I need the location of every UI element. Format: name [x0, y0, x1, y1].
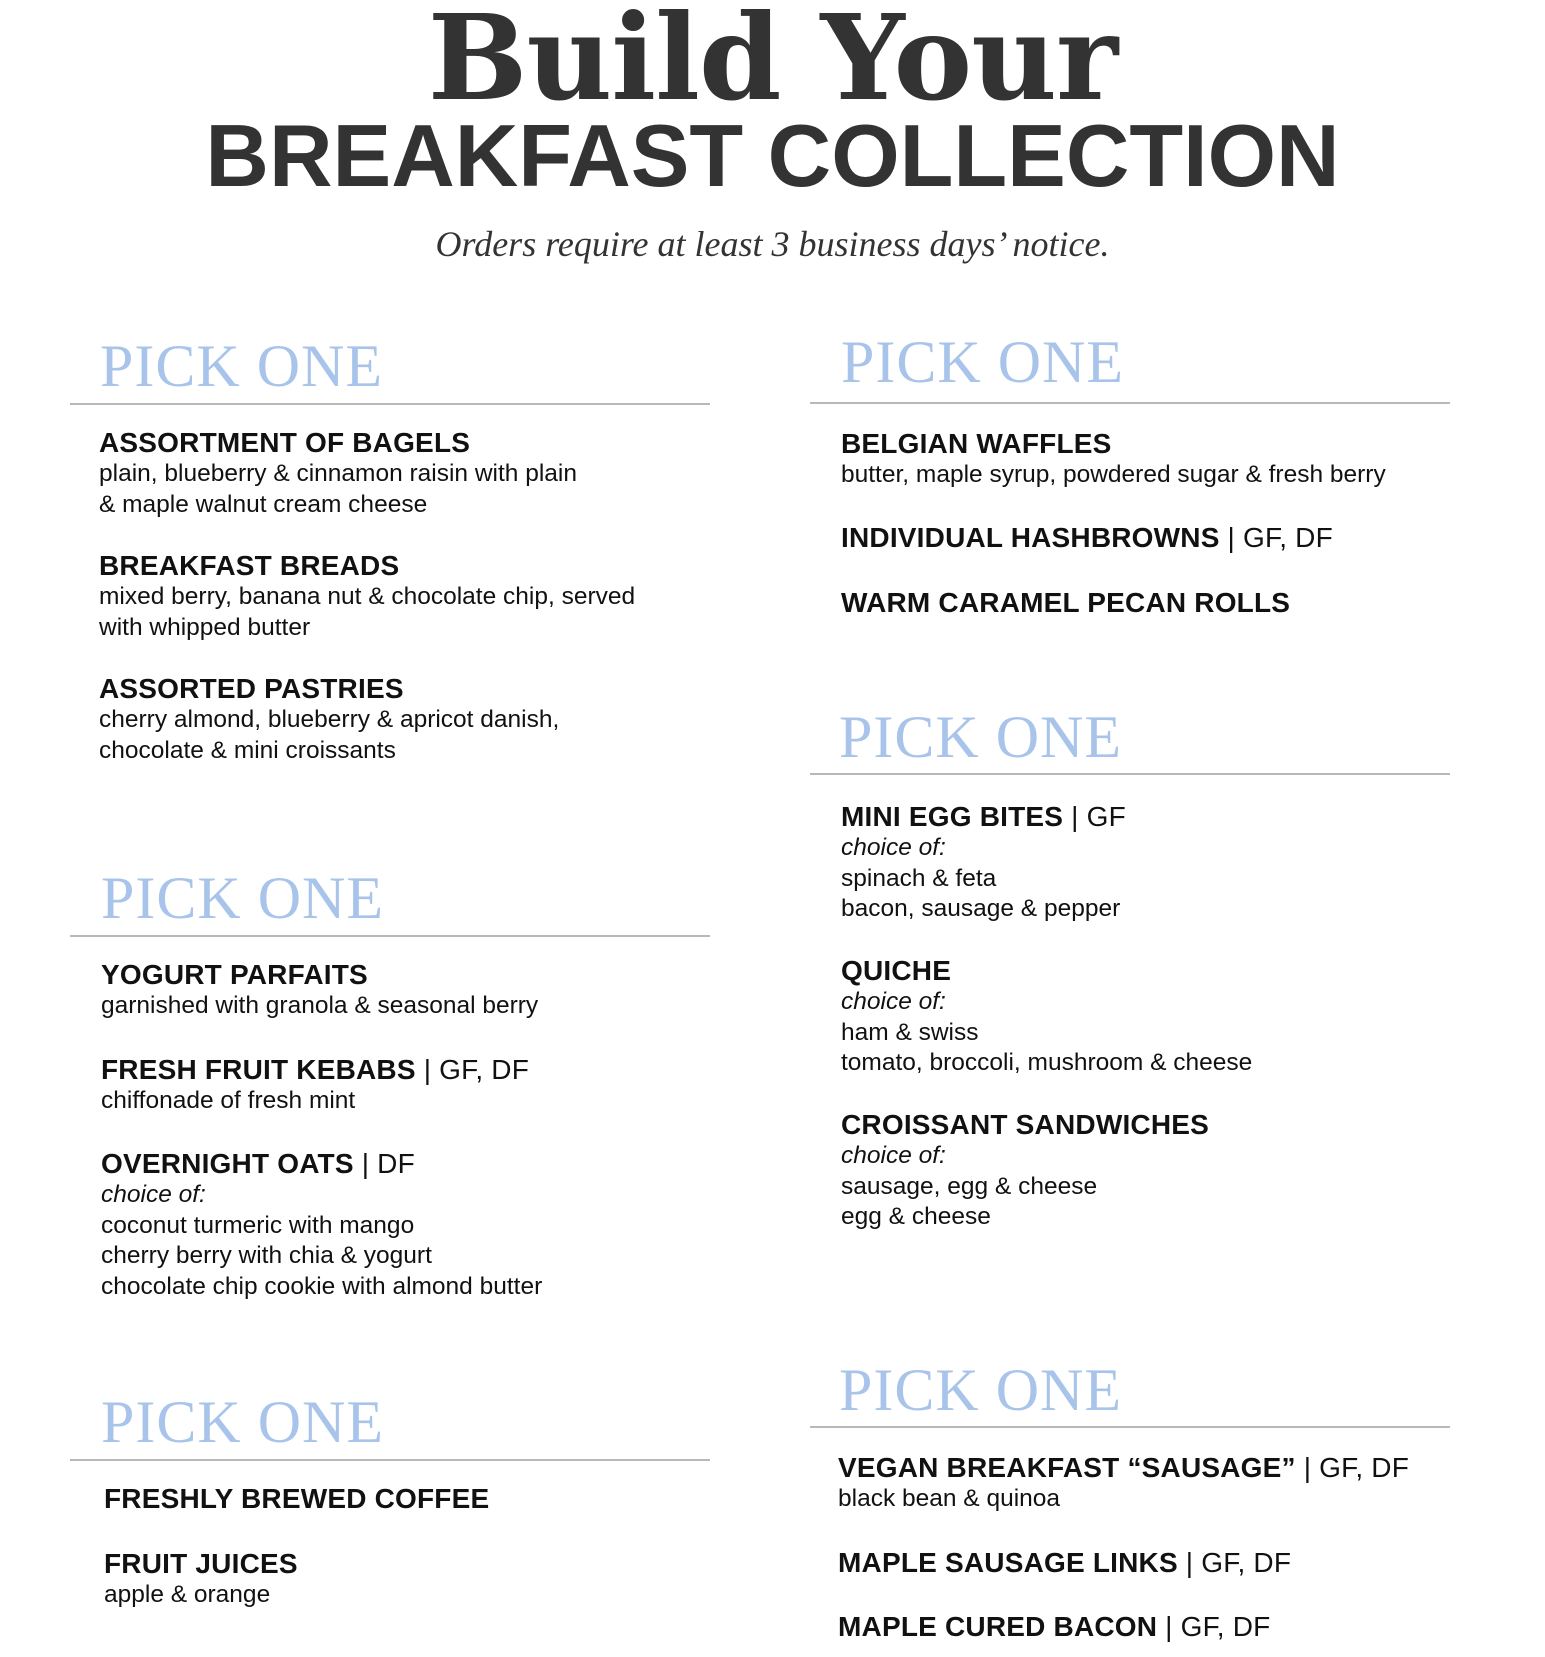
menu-item-yogurt-parfaits [101, 959, 721, 1022]
menu-item-breakfast-breads [99, 550, 719, 643]
item-name [838, 1611, 1458, 1643]
item-description: butter, maple syrup, powdered sugar & fresh berry [841, 461, 1386, 488]
item-name: CROISSANT SANDWICHES [841, 1109, 1210, 1140]
item-description: black bean & quinoa [838, 1485, 1061, 1512]
menu-item-fruit-juices [104, 1548, 724, 1611]
menu-item-croissant-sandwiches [841, 1109, 1461, 1233]
section-beverages [70, 1389, 710, 1608]
choice-label: choice of: [841, 834, 946, 861]
section-waffles-hashbrowns [810, 329, 1450, 618]
section-divider [70, 1459, 710, 1461]
pick-one-heading: PICK ONE [841, 329, 1125, 395]
choice-option: coconut turmeric with mango [101, 1211, 415, 1239]
menu-item-fruit-kebabs [101, 1054, 721, 1117]
menu-item-mini-egg-bites [841, 801, 1461, 925]
dietary-tags: | GF [1063, 801, 1126, 832]
order-notice: Orders require at least 3 business days’ notice. [435, 224, 1110, 264]
pick-one-heading: PICK ONE [101, 865, 385, 931]
menu-item-quiche [841, 955, 1461, 1079]
choice-label: choice of: [101, 1181, 206, 1208]
section-divider [810, 1426, 1450, 1428]
item-description: chocolate & mini croissants [99, 736, 396, 764]
item-description: cherry almond, blueberry & apricot danish, [99, 706, 560, 733]
item-description: with whipped butter [99, 613, 311, 641]
menu-item-bagels [99, 427, 719, 520]
menu-item-coffee [104, 1483, 724, 1515]
item-name [838, 1452, 1458, 1484]
choice-label: choice of: [841, 988, 946, 1015]
section-eggs [810, 704, 1450, 1230]
section-divider [70, 403, 710, 405]
section-divider [810, 402, 1450, 404]
choice-option: sausage, egg & cheese [841, 1172, 1098, 1200]
section-meats [810, 1357, 1450, 1642]
menu-item-belgian-waffles [841, 428, 1461, 491]
item-description: garnished with granola & seasonal berry [101, 992, 539, 1019]
choice-option: spinach & feta [841, 864, 997, 892]
menu-item-vegan-sausage [838, 1452, 1458, 1515]
item-name [838, 1547, 1458, 1579]
item-name-text: MAPLE SAUSAGE LINKS [838, 1547, 1178, 1578]
item-name-text: INDIVIDUAL HASHBROWNS [841, 522, 1220, 553]
dietary-tags: | DF [353, 1148, 415, 1179]
menu-item-pastries [99, 673, 719, 766]
pick-one-heading: PICK ONE [839, 704, 1123, 770]
dietary-tags: | GF, DF [1295, 1452, 1410, 1483]
item-name: ASSORTMENT OF BAGELS [99, 427, 471, 458]
dietary-tags: | GF, DF [415, 1054, 530, 1085]
dietary-tags: | GF, DF [1177, 1547, 1292, 1578]
choice-option: cherry berry with chia & yogurt [101, 1242, 432, 1269]
dietary-tags: | GF, DF [1219, 522, 1333, 553]
item-name [841, 801, 1461, 833]
menu-item-maple-cured-bacon [838, 1611, 1458, 1643]
item-name: FRESHLY BREWED COFFEE [104, 1483, 490, 1514]
section-bakery [70, 333, 710, 764]
section-divider [810, 773, 1450, 775]
item-name: BELGIAN WAFFLES [841, 428, 1112, 459]
menu-item-maple-sausage-links [838, 1547, 1458, 1579]
item-name: QUICHE [841, 955, 952, 986]
choice-option: chocolate chip cookie with almond butter [101, 1272, 543, 1300]
item-name: YOGURT PARFAITS [101, 959, 368, 990]
choice-label: choice of: [841, 1142, 946, 1169]
item-name-text: FRESH FRUIT KEBABS [101, 1054, 416, 1085]
item-name [101, 1148, 721, 1180]
choice-option: tomato, broccoli, mushroom & cheese [841, 1049, 1253, 1076]
item-description: & maple walnut cream cheese [99, 490, 428, 518]
choice-option: ham & swiss [841, 1018, 979, 1046]
menu-item-overnight-oats [101, 1148, 721, 1302]
item-name: ASSORTED PASTRIES [99, 673, 404, 704]
pick-one-heading: PICK ONE [101, 1389, 385, 1455]
menu-item-pecan-rolls [841, 587, 1461, 619]
item-name-text: OVERNIGHT OATS [101, 1148, 354, 1179]
item-name: WARM CARAMEL PECAN ROLLS [841, 587, 1291, 618]
item-name [841, 522, 1461, 554]
section-divider [70, 935, 710, 937]
pick-one-heading: PICK ONE [100, 333, 384, 399]
title-build-your: Build Your [427, 0, 1118, 127]
item-name [101, 1054, 721, 1086]
choice-option: bacon, sausage & pepper [841, 895, 1121, 922]
dietary-tags: | GF, DF [1157, 1611, 1271, 1642]
item-description: apple & orange [104, 1581, 271, 1608]
choice-option: egg & cheese [841, 1203, 991, 1230]
item-name-text: VEGAN BREAKFAST “SAUSAGE” [838, 1452, 1296, 1483]
pick-one-heading: PICK ONE [839, 1357, 1123, 1423]
item-description: plain, blueberry & cinnamon raisin with plain [99, 460, 578, 487]
item-name-text: MINI EGG BITES [841, 801, 1064, 832]
item-description: mixed berry, banana nut & chocolate chip, served [99, 583, 636, 610]
item-name-text: MAPLE CURED BACON [838, 1611, 1158, 1642]
section-yogurt-fruit-oats [70, 865, 710, 1300]
menu-item-hashbrowns [841, 522, 1461, 554]
item-name: BREAKFAST BREADS [99, 550, 400, 581]
item-name: FRUIT JUICES [104, 1548, 298, 1579]
title-breakfast-collection: BREAKFAST COLLECTION [205, 106, 1340, 205]
item-description: chiffonade of fresh mint [101, 1087, 356, 1114]
